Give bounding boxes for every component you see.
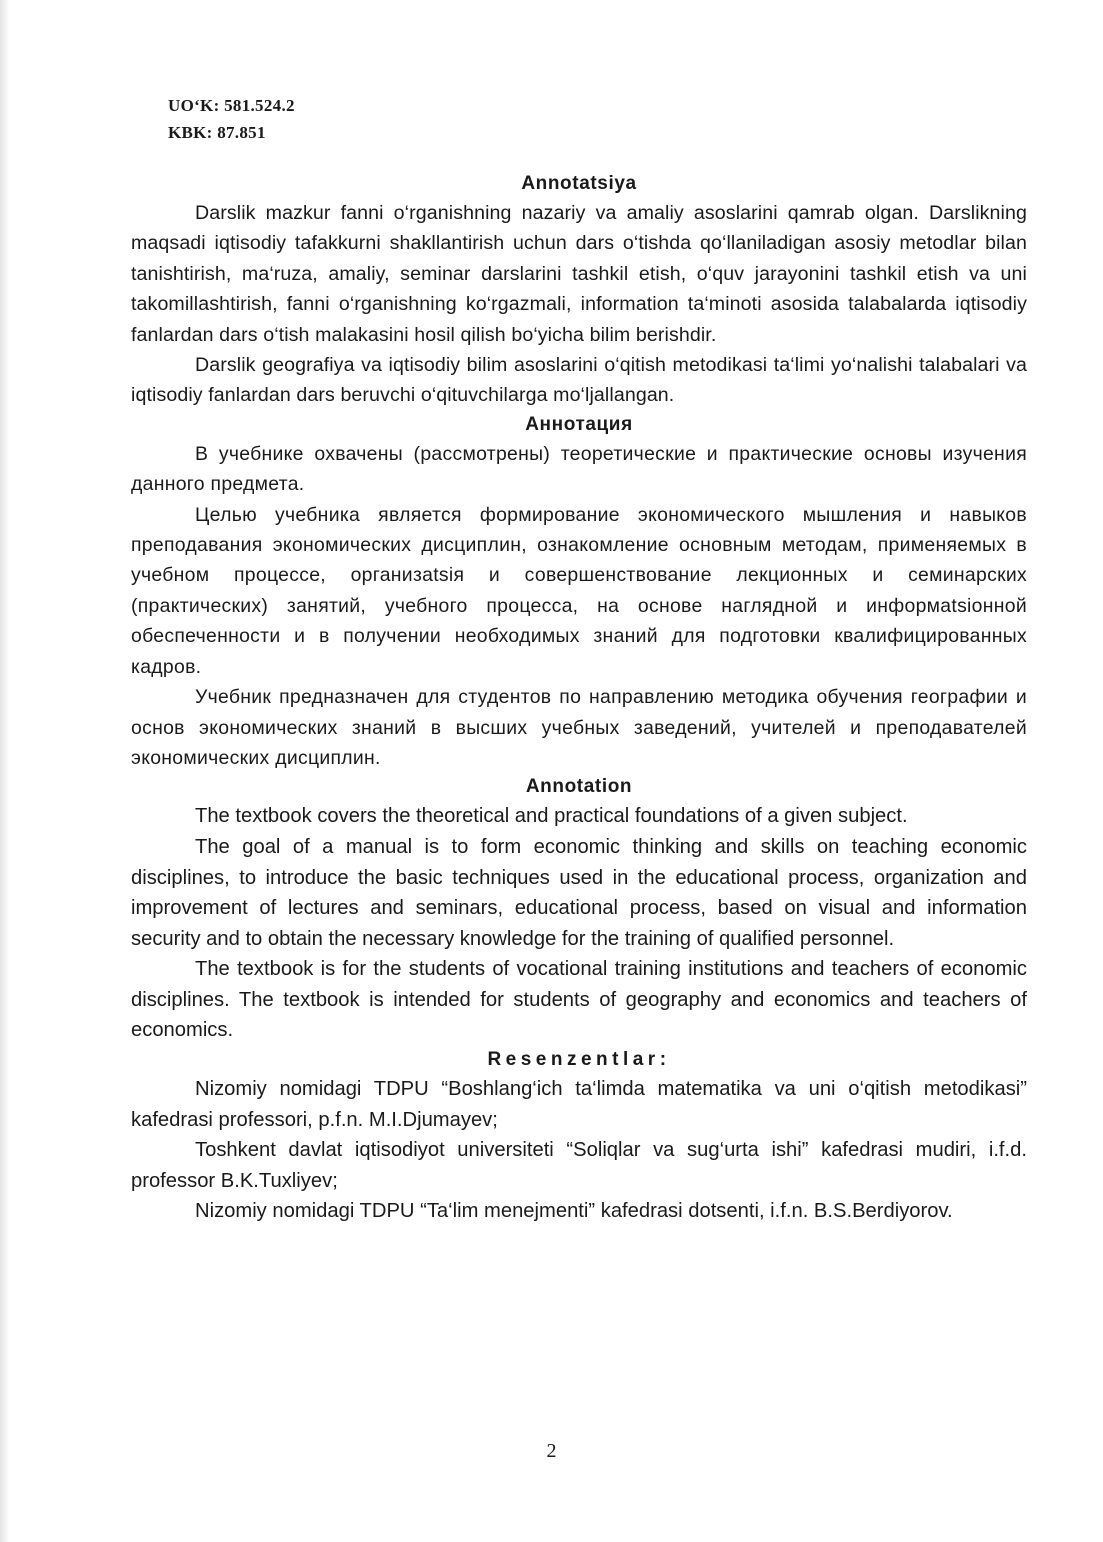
russian-paragraph: Целью учебника является формирование экономического мышления и навыков преподавания экономических дисциплин, ознакомление основным методам, применяемых в учебном процессе, организatsія и совершенствование лекционных и семинарских (практических) занятий, учебного процесса, на основе наглядной и информatsіонной обеспеченности и в получении необходимых знаний для подготовки квалифицированных кадров.	[131, 503, 1027, 678]
classification-codes	[168, 92, 295, 146]
reviewers-section	[131, 1046, 1027, 1227]
scan-edge-shadow	[0, 0, 10, 1542]
uzbek-paragraph: Darslik mazkur fanni o‘rganishning nazariy va amaliy asoslarini qamrab olgan. Darslikning maqsadi iqtisodiy tafakkurni shakllantirish uchun dars o‘tishda qo‘llaniladigan asosiy metodlar bilan tanishtirish, ma‘ruza, amaliy, seminar darslarini tashkil etish, o‘quv jarayonini tashkil etish va uni takomillashtirish, fanni o‘rganishning ko‘rgazmali, information ta‘minoti asosida talabalarda iqtisodiy fanlardan dars o‘tish malakasini hosil qilish bo‘yicha bilim berishdir.	[131, 202, 1027, 346]
page-number: 2	[546, 1440, 557, 1462]
reviewers-heading: Resenzentlar:	[487, 1049, 671, 1071]
russian-annotation-heading: Аннотация	[525, 413, 633, 435]
udk-code: UO‘K: 581.524.2	[168, 96, 295, 115]
english-annotation-heading: Annotation	[525, 776, 633, 798]
russian-paragraph: Учебник предназначен для студентов по направлению методика обучения географии и основ экономических знаний в высших учебных заведений, учителей и преподавателей экономических дисциплин.	[131, 686, 1027, 769]
kbk-code: KBK: 87.851	[168, 123, 266, 142]
reviewer-entry: Nizomiy nomidagi TDPU “Ta‘lim menejmenti” kafedrasi dotsenti, i.f.n. B.S.Berdiyorov.	[195, 1200, 953, 1223]
russian-annotation	[131, 411, 1027, 773]
reviewer-entry: Toshkent davlat iqtisodiyot universiteti “Soliqlar va sug‘urta ishi” kafedrasi mudiri, i.f.d. professor B.K.Tuxliyev;	[131, 1139, 1027, 1192]
uzbek-paragraph: Darslik geografiya va iqtisodiy bilim asoslarini o‘qitish metodikasi ta‘limi yo‘nalishi talabalari va iqtisodiy fanlardan dars beruvchi o‘qituvchilarga mo‘ljallangan.	[131, 354, 1027, 407]
uzbek-annotation	[131, 170, 1027, 411]
english-annotation	[131, 773, 1027, 1046]
reviewer-entry: Nizomiy nomidagi TDPU “Boshlang‘ich ta‘limda matematika va uni o‘qitish metodikasi” kafedrasi professori, p.f.n. M.I.Djumayev;	[131, 1078, 1027, 1131]
english-paragraph: The textbook covers the theoretical and practical foundations of a given subject.	[195, 805, 908, 828]
english-paragraph: The goal of a manual is to form economic thinking and skills on teaching economic disciplines, to introduce the basic techniques used in the educational process, organization and improvement of lectures and seminars, educational process, based on visual and information security and to obtain the necessary knowledge for the training of qualified personnel.	[131, 835, 1027, 950]
russian-paragraph: В учебнике охвачены (рассмотрены) теоретические и практические основы изучения данного предмета.	[131, 442, 1027, 496]
uzbek-annotation-heading: Annotatsiya	[521, 173, 637, 194]
annotation-content	[131, 170, 1027, 1227]
english-paragraph: The textbook is for the students of vocational training institutions and teachers of economic disciplines. The textbook is intended for students of geography and economics and teachers of economics.	[131, 958, 1027, 1042]
